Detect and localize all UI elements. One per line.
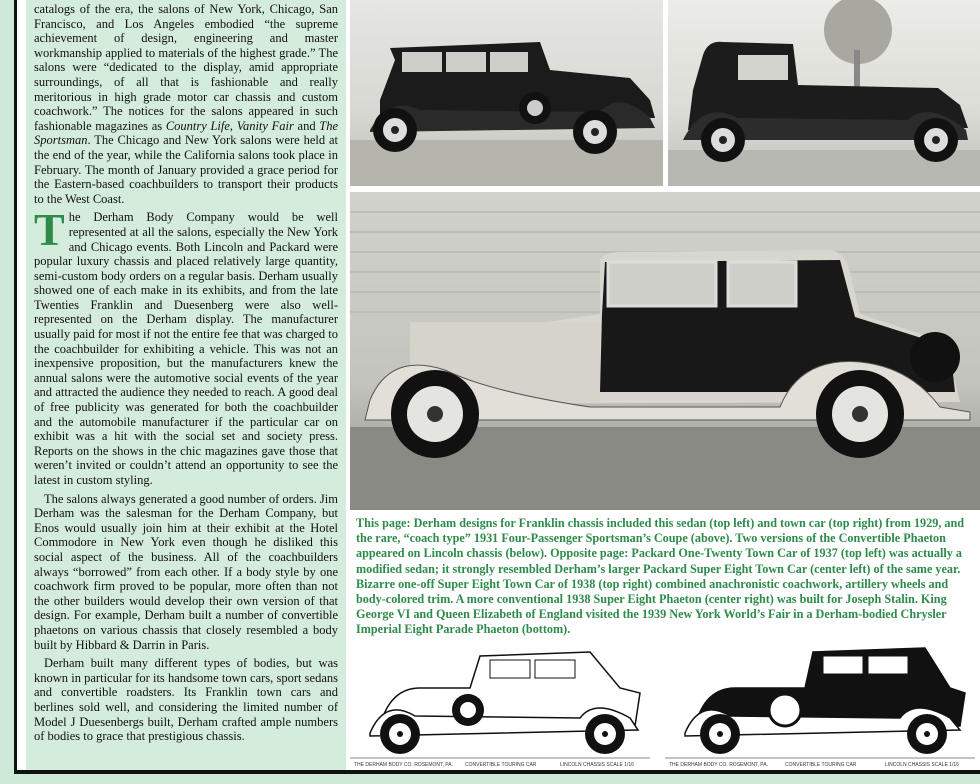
article-text-column (26, 0, 346, 770)
phaeton-drawings-svg (350, 638, 980, 770)
page-edge-bottom (14, 770, 980, 774)
drawing-right-label-3: LINCOLN CHASSIS SCALE 1/16 (885, 762, 959, 768)
photo-caption: This page: Derham designs for Franklin chassis included this sedan (top left) and town car (top right) from 1929, and the rare, “coach type” 1931 Four-Passenger Sportsman’s Coupe (above). Two versions of the Convertible Phaeton appeared on Lincoln chassis (below). Opposite page: Packard One-Twenty Town Car of 1937 (top left) was actually a modified sedan; it strongly resembled Derham’s larger Packard Super Eight Town Car (center left) of the same year. Bizarre one-off Super Eight Town Car of 1938 (top right) combined anachronistic coachwork, artillery wheels and body-colored trim. A more conventional 1938 Super Eight Phaeton (center right) was built for Joseph Stalin. King George VI and Queen Elizabeth of England visited the 1939 New York World’s Fair in a Derham-bodied Chrysler Imperial Eight Parade Phaeton (bottom). (356, 516, 965, 637)
drop-cap: T (34, 204, 65, 256)
photo-sportsmans-coupe (350, 192, 980, 510)
drawing-left-label-3: LINCOLN CHASSIS SCALE 1/16 (560, 762, 634, 768)
drawing-left-label-1: THE DERHAM BODY CO. ROSEMONT, PA. (354, 762, 453, 768)
drawing-left-label-2: CONVERTIBLE TOURING CAR (465, 762, 537, 768)
article-paragraph-1: catalogs of the era, the salons of New York, Chicago, San Francisco, and Los Angeles embodied “the supreme achievement of design, engineering and master workmanship applied to materials of the highest grade.” The salons were “dedicated to the display, amid appropriate surroundings, of all that is fashionable and really meritorious in high grade motor car chassis and custom coachwork.” The notices for the salons appeared in such fashionable magazines as Country Life, Vanity Fair and The Sportsman. The Chicago and New York salons were held at the end of the year, while the California salons took place in February. The month of January provided a grace period for the Eastern-based coachbuilders to transport their products to the West Coast. (34, 2, 338, 206)
drawing-left-phaeton (350, 652, 650, 768)
page-edge-left (14, 0, 17, 774)
photo-franklin-town-car (668, 0, 980, 186)
article-paragraph-2: The Derham Body Company would be well represented at all the salons, especially the New York and Chicago events. Both Lincoln and Packard were popular luxury chassis and placed relatively large quantity, semi-custom body orders on a regular basis. Derham usually showed one of each make in its exhibits, and from the late Twenties Franklin and Duesenberg were also well-represented on the Derham display. The manufacturer usually paid for most if not the entire fee that was charged to the coachbuilder for exhibiting a vehicle. This was not an inexpensive proposition, but the manufacturers knew the annual salons were the automotive social events of the year and attracted the audience they needed to reach. A good deal of free publicity was generated for both the coachbuilder and the automobile manufacturer if the particular car on exhibit was a hit with the social set and society press. Reports on the shows in the chic magazines gave those that weren’t invited or couldn’t attend an opportunity to see the latest in custom styling. (34, 204, 338, 487)
article-paragraph-3: The salons always generated a good number of orders. Jim Derham was the salesman for the Derham Company, but Enos would usually join him at their exhibit at the Hotel Commodore in New York even though he disliked this social aspect of the business. All of the coachbuilders always “borrowed” from each other. If a body style by one coachwork firm proved to be popular, more often than not the other builders would develop their own version of that design. For example, Derham built a number of convertible phaetons on various chassis that closely resembled a body built by Hibbard & Darrin in Paris. (34, 491, 338, 652)
photo-franklin-sedan (350, 0, 663, 186)
phaeton-drawings (350, 638, 980, 770)
drawing-right-phaeton (665, 648, 975, 768)
drawing-right-label-2: CONVERTIBLE TOURING CAR (785, 762, 857, 768)
drawing-right-label-1: THE DERHAM BODY CO. ROSEMONT, PA. (669, 762, 768, 768)
article-paragraph-4: Derham built many different types of bodies, but was known in particular for its handsome town cars, sport sedans and convertible roadsters. Its Franklin town cars and berlines sold well, and considering the limited number of Model J Duesenbergs built, Derham crafted ample numbers of bodies to grace that prestigious chassis. (34, 656, 338, 744)
